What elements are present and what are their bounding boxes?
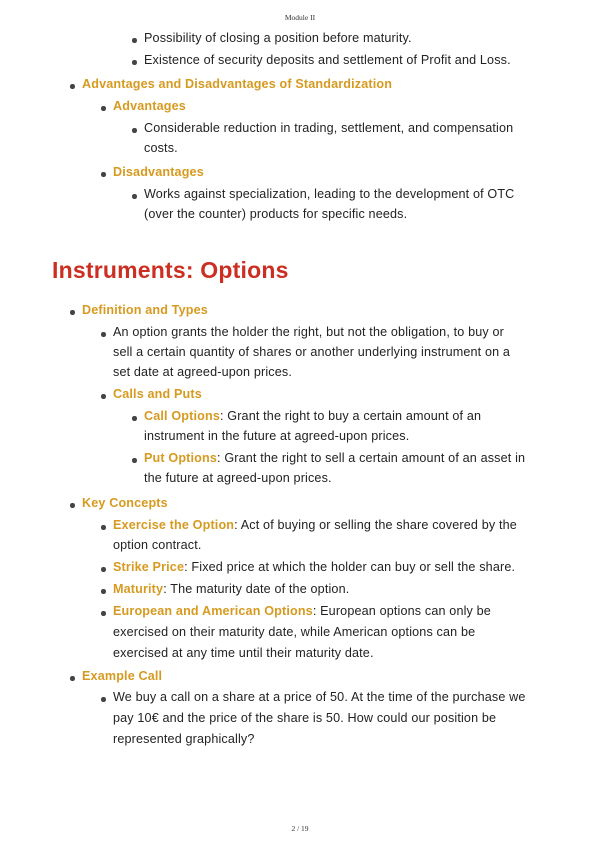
list-item: Existence of security deposits and settlement of Profit and Loss.: [144, 53, 511, 67]
bullet-icon: [101, 589, 106, 594]
european-american-text: : European options can only be: [312, 604, 491, 618]
bullet-icon: [101, 332, 106, 337]
advantage-text-line: Considerable reduction in trading, settlement, and compensation: [144, 121, 514, 135]
exercise-label: Exercise the Option: [113, 518, 235, 532]
bullet-icon: [132, 194, 137, 199]
put-options-item: [144, 451, 525, 466]
definition-text-line: set date at agreed-upon prices.: [113, 365, 292, 379]
example-text-line: represented graphically?: [113, 732, 255, 746]
bullet-icon: [101, 525, 106, 530]
bullet-icon: [132, 38, 137, 43]
exercise-text: : Act of buying or selling the share covered by the: [234, 518, 517, 532]
key-concepts-title: Key Concepts: [82, 496, 168, 510]
bullet-icon: [70, 676, 75, 681]
strike-price-text: : Fixed price at which the holder can buy or sell the share.: [184, 560, 516, 574]
bullet-icon: [132, 458, 137, 463]
advantage-text-line: costs.: [144, 141, 178, 155]
maturity-label: Maturity: [113, 582, 164, 596]
bullet-icon: [132, 60, 137, 65]
put-options-label: Put Options: [144, 451, 218, 465]
call-options-label: Call Options: [144, 409, 220, 423]
calls-puts-title: Calls and Puts: [113, 387, 202, 401]
running-header: Module II: [284, 13, 316, 22]
maturity-text: : The maturity date of the option.: [163, 582, 350, 596]
exercise-text-line: option contract.: [113, 538, 202, 552]
bullet-icon: [70, 310, 75, 315]
disadvantage-text-line: (over the counter) products for specific needs.: [144, 207, 408, 221]
strike-price-item: [113, 560, 515, 575]
european-american-text-line: exercised at any time until their maturity date.: [113, 646, 374, 660]
european-american-label: European and American Options: [113, 604, 313, 618]
bullet-icon: [101, 106, 106, 111]
definition-text-line: An option grants the holder the right, but not the obligation, to buy or: [113, 325, 504, 339]
european-american-item: [113, 604, 491, 619]
european-american-text-line: exercised on their maturity date, while American options can be: [113, 625, 476, 639]
bullet-icon: [70, 503, 75, 508]
bullet-icon: [132, 128, 137, 133]
page-number: 2 / 19: [291, 824, 309, 833]
example-text-line: pay 10€ and the price of the share is 50. How could our position be: [113, 711, 497, 725]
disadvantages-title: Disadvantages: [113, 165, 204, 179]
maturity-item: [113, 582, 349, 597]
definition-text-line: sell a certain quantity of shares or another underlying instrument on a: [113, 345, 511, 359]
put-options-text-line: the future at agreed-upon prices.: [144, 471, 332, 485]
section-heading: Instruments: Options: [52, 257, 289, 283]
call-options-text: : Grant the right to buy a certain amount of an: [219, 409, 482, 423]
bullet-icon: [101, 172, 106, 177]
call-options-text-line: instrument in the future at agreed-upon prices.: [144, 429, 410, 443]
put-options-text: : Grant the right to sell a certain amount of an asset in: [217, 451, 526, 465]
exercise-item: [113, 518, 517, 533]
call-options-item: [144, 409, 481, 424]
definition-title: Definition and Types: [82, 303, 208, 317]
bullet-icon: [132, 416, 137, 421]
strike-price-label: Strike Price: [113, 560, 185, 574]
bullet-icon: [70, 84, 75, 89]
advantages-title: Advantages: [113, 99, 186, 113]
example-call-title: Example Call: [82, 669, 163, 683]
bullet-icon: [101, 394, 106, 399]
disadvantage-text-line: Works against specialization, leading to the development of OTC: [144, 187, 515, 201]
list-item: Possibility of closing a position before maturity.: [144, 31, 412, 45]
standardization-title: Advantages and Disadvantages of Standardization: [82, 77, 393, 91]
example-text-line: We buy a call on a share at a price of 50. At the time of the purchase we: [113, 690, 526, 704]
bullet-icon: [101, 697, 106, 702]
bullet-icon: [101, 611, 106, 616]
bullet-icon: [101, 567, 106, 572]
